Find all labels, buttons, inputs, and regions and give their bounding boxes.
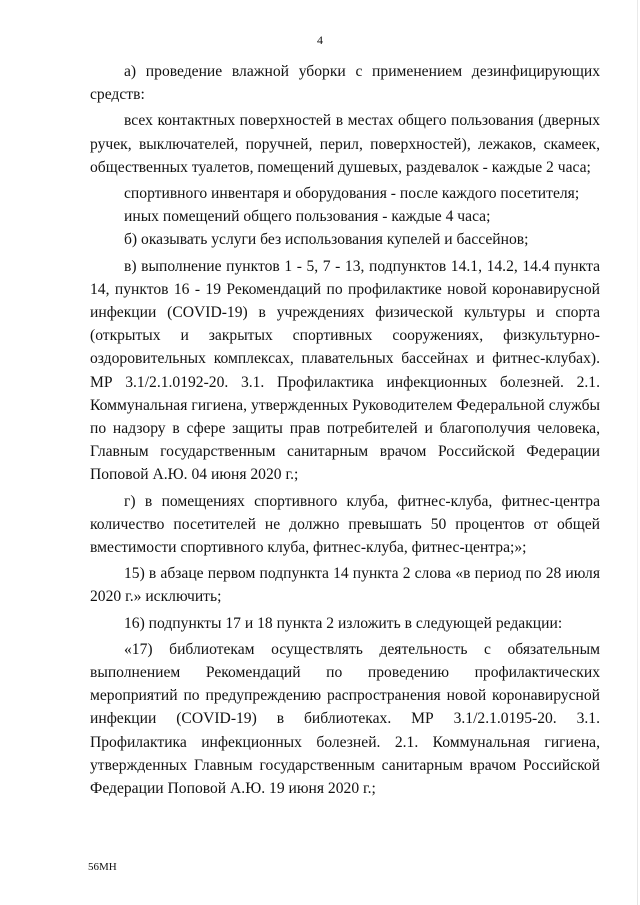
document-code: 56МН	[88, 861, 117, 873]
document-body	[90, 60, 600, 803]
page-number: 4	[317, 33, 323, 47]
paragraph-other-rooms: иных помещений общего пользования - каждые 4 часа;	[124, 208, 491, 226]
paragraph-16: 16) подпункты 17 и 18 пункта 2 изложить в следующей редакции:	[124, 614, 563, 632]
paragraph-15: 15) в абзаце первом подпункта 14 пункта 2 слова «в период по 28 июля 2020 г.» исключить;	[90, 565, 600, 606]
paragraph-v: в) выполнение пунктов 1 - 5, 7 - 13, подпунктов 14.1, 14.2, 14.4 пункта 14, пунктов 16 - 19 Рекомендаций по профилактике новой коронавирусной инфекции (COVID-19) в учреждениях физической культуры и спорта (открытых и закрытых спортивных сооружениях, физкультурно-оздоровительных комплексах, плавательных бассейнах и фитнес-клубах). МР 3.1/2.1.0192-20. 3.1. Профилактика инфекционных болезней. 2.1. Коммунальная гигиена, утвержденных Руководителем Федеральной службы по надзору в сфере защиты прав потребителей и благополучия человека, Главным государственным санитарным врачом Российской Федерации Поповой А.Ю. 04 июня 2020 г.;	[90, 257, 600, 484]
paragraph-g: г) в помещениях спортивного клуба, фитнес-клуба, фитнес-центра количество посетителей не должно превышать 50 процентов от общей вместимости спортивного клуба, фитнес-клуба, фитнес-центра;»;	[90, 492, 600, 557]
paragraph-a: а) проведение влажной уборки с применением дезинфицирующих средств:	[90, 63, 600, 104]
paragraph-b: б) оказывать услуги без использования купелей и бассейнов;	[124, 231, 529, 249]
paragraph-17: «17) библиотекам осуществлять деятельность с обязательным выполнением Рекомендаций по проведению профилактических мероприятий по предупреждению распространения новой коронавирусной инфекции (COVID-19) в библиотеках. МР 3.1/2.1.0195-20. 3.1. Профилактика инфекционных болезней. 2.1. Коммунальная гигиена, утвержденных Главным государственным санитарным врачом Российской Федерации Поповой А.Ю. 19 июня 2020 г.;	[90, 640, 600, 798]
paragraph-sports-equipment: спортивного инвентаря и оборудования - после каждого посетителя;	[124, 185, 580, 203]
paragraph-contact-surfaces: всех контактных поверхностей в местах общего пользования (дверных ручек, выключателей, поручней, перил, поверхностей), лежаков, скамеек, общественных туалетов, помещений душевых, раздевалок - каждые 2 часа;	[90, 112, 600, 176]
scan-edge	[637, 0, 638, 905]
